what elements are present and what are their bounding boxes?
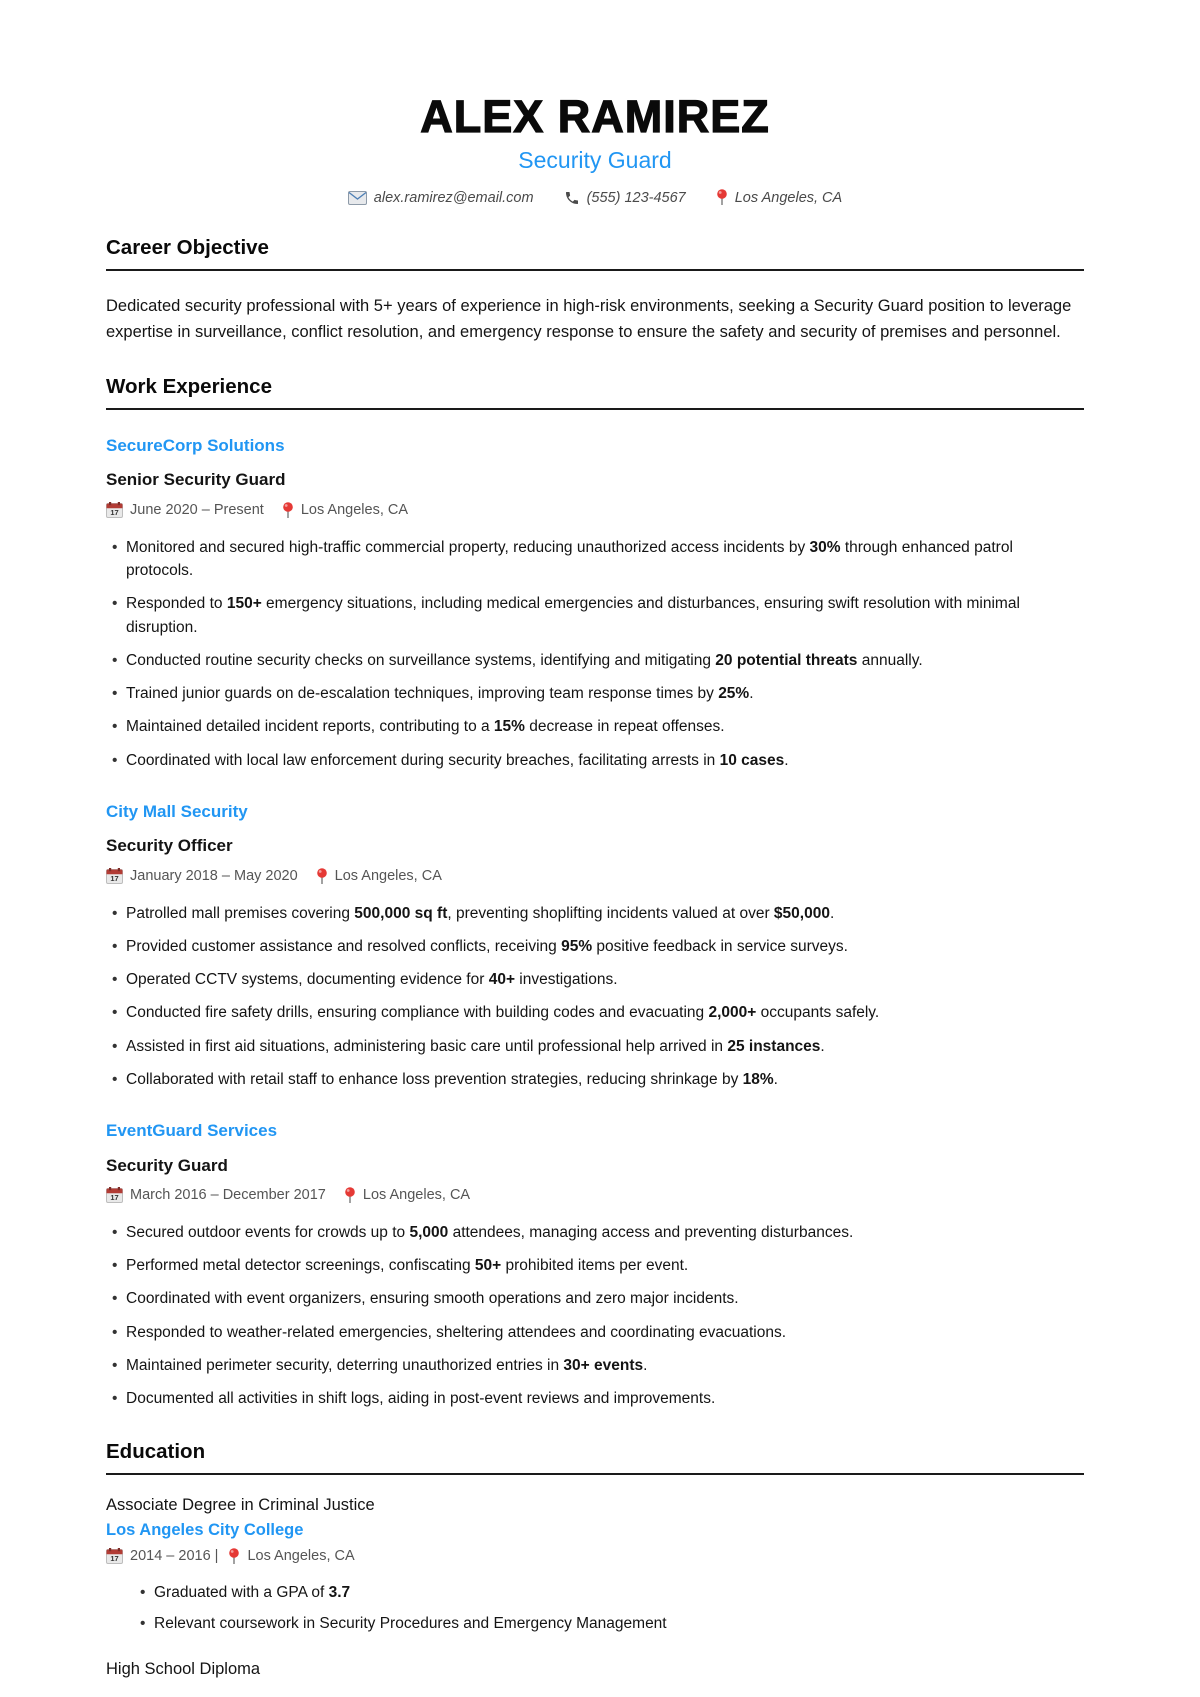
job-location-group xyxy=(282,502,408,519)
education-entry xyxy=(106,1659,1084,1680)
contact-location-text: Los Angeles, CA xyxy=(734,189,843,206)
red-pushpin-icon xyxy=(282,502,294,519)
section-divider xyxy=(106,408,1084,410)
edu-bullets xyxy=(106,1581,1084,1636)
job-dates-group xyxy=(106,502,264,518)
bullet-item: • Trained junior guards on de-escalation techniques, improving team response times by 25%. xyxy=(126,682,1084,705)
work-experience-heading: Work Experience xyxy=(106,375,272,399)
candidate-name: ALEX RAMIREZ xyxy=(420,91,770,142)
envelope-icon xyxy=(348,191,367,205)
job-location: Los Angeles, CA xyxy=(334,868,442,885)
edu-dates: 2014 – 2016 | xyxy=(130,1548,219,1565)
contact-email-text: alex.ramirez@email.com xyxy=(373,189,534,206)
section-divider xyxy=(106,269,1084,271)
bullet-item: • Secured outdoor events for crowds up to 5,000 attendees, managing access and preventing disturbances. xyxy=(126,1221,1084,1244)
section-education xyxy=(106,1440,1084,1680)
job-dates-group xyxy=(106,868,298,884)
bullet-item: • Assisted in first aid situations, administering basic care until professional help arrived in 25 instances. xyxy=(126,1035,1084,1058)
red-pushpin-icon xyxy=(316,868,328,885)
education-heading: Education xyxy=(106,1440,206,1464)
bullet-item: • Monitored and secured high-traffic commercial property, reducing unauthorized access incidents by 30% through enhanced patrol protocols. xyxy=(126,536,1084,583)
job-location-group xyxy=(316,868,442,885)
calendar-icon xyxy=(106,1187,123,1203)
bullet-item: • Provided customer assistance and resolved conflicts, receiving 95% positive feedback in service surveys. xyxy=(126,935,1084,958)
degree-name: High School Diploma xyxy=(106,1660,261,1679)
edu-dates-group xyxy=(106,1548,218,1564)
job-entry xyxy=(106,1121,1084,1410)
bullet-item: • Coordinated with local law enforcement during security breaches, facilitating arrests in 10 cases. xyxy=(126,749,1084,772)
career-objective-heading: Career Objective xyxy=(106,236,269,260)
calendar-icon xyxy=(106,502,123,518)
company-name: SecureCorp Solutions xyxy=(106,436,285,456)
bullet-item: • Responded to weather-related emergencies, sheltering attendees and coordinating evacuations. xyxy=(126,1321,1084,1344)
calendar-icon xyxy=(106,1548,123,1564)
contact-row xyxy=(106,189,1084,206)
job-entry xyxy=(106,802,1084,1091)
job-bullets xyxy=(106,902,1084,1092)
job-dates: June 2020 – Present xyxy=(130,502,264,519)
company-name: EventGuard Services xyxy=(106,1121,278,1141)
education-entry xyxy=(106,1495,1084,1635)
red-pushpin-icon xyxy=(716,189,728,206)
bullet-item: • Performed metal detector screenings, confiscating 50+ prohibited items per event. xyxy=(126,1254,1084,1277)
contact-email xyxy=(348,190,534,206)
degree-name: Associate Degree in Criminal Justice xyxy=(106,1496,375,1514)
bullet-item: • Relevant coursework in Security Procedures and Emergency Management xyxy=(154,1612,1084,1635)
job-meta xyxy=(106,868,1084,885)
bullet-item: • Conducted fire safety drills, ensuring compliance with building codes and evacuating 2,000+ occupants safely. xyxy=(126,1001,1084,1024)
jobs-container xyxy=(106,436,1084,1410)
job-bullets xyxy=(106,1221,1084,1411)
contact-phone xyxy=(564,190,686,206)
phone-receiver-icon xyxy=(564,190,580,206)
company-name: City Mall Security xyxy=(106,801,248,821)
career-objective-text: Dedicated security professional with 5+ years of experience in high-risk environments, seeking a Security Guard position to leverage expertise in surveillance, conflict resolution, and emergency response to ensure the safety and security of premises and personnel. xyxy=(106,296,1072,342)
bullet-item: • Collaborated with retail staff to enhance loss prevention strategies, reducing shrinkage by 18%. xyxy=(126,1068,1084,1091)
job-location: Los Angeles, CA xyxy=(300,502,409,519)
edu-location: Los Angeles, CA xyxy=(247,1548,355,1565)
section-career-objective xyxy=(106,236,1084,345)
job-meta xyxy=(106,1187,1084,1204)
bullet-item: • Conducted routine security checks on surveillance systems, identifying and mitigating 20 potential threats annually. xyxy=(126,649,1084,672)
section-work-experience xyxy=(106,375,1084,1410)
contact-phone-text: (555) 123-4567 xyxy=(586,189,686,206)
calendar-icon xyxy=(106,868,123,884)
red-pushpin-icon xyxy=(344,1187,356,1204)
school-name: Los Angeles City College xyxy=(106,1521,304,1540)
job-dates: January 2018 – May 2020 xyxy=(130,868,298,885)
bullet-item: • Operated CCTV systems, documenting evidence for 40+ investigations. xyxy=(126,968,1084,991)
job-dates: March 2016 – December 2017 xyxy=(130,1187,326,1204)
contact-location xyxy=(716,189,842,206)
job-meta xyxy=(106,502,1084,519)
red-pushpin-icon xyxy=(228,1548,240,1565)
candidate-job-title: Security Guard xyxy=(518,146,672,173)
calendar-day-number: 17 xyxy=(110,1554,119,1564)
calendar-day-number: 17 xyxy=(110,1193,119,1203)
job-location-group xyxy=(344,1187,470,1204)
bullet-item: • Maintained detailed incident reports, contributing to a 15% decrease in repeat offenses. xyxy=(126,715,1084,738)
bullet-item: • Responded to 150+ emergency situations, including medical emergencies and disturbances, ensuring swift resolution with minimal disruption. xyxy=(126,592,1084,639)
bullet-item: • Patrolled mall premises covering 500,000 sq ft, preventing shoplifting incidents valued at over $50,000. xyxy=(126,902,1084,925)
resume-header xyxy=(106,92,1084,206)
education-container xyxy=(106,1495,1084,1681)
job-entry xyxy=(106,436,1084,772)
calendar-day-number: 17 xyxy=(110,508,119,518)
bullet-item: • Graduated with a GPA of 3.7 xyxy=(154,1581,1084,1604)
bullet-item: • Documented all activities in shift logs, aiding in post-event reviews and improvements. xyxy=(126,1387,1084,1410)
edu-meta xyxy=(106,1548,1084,1565)
bullet-item: • Maintained perimeter security, deterring unauthorized entries in 30+ events. xyxy=(126,1354,1084,1377)
section-divider xyxy=(106,1473,1084,1475)
job-title: Senior Security Guard xyxy=(106,470,286,490)
job-dates-group xyxy=(106,1187,326,1203)
edu-location-group xyxy=(228,1548,354,1565)
job-location: Los Angeles, CA xyxy=(362,1187,471,1204)
bullet-item: • Coordinated with event organizers, ensuring smooth operations and zero major incidents. xyxy=(126,1287,1084,1310)
job-title: Security Guard xyxy=(106,1155,228,1175)
job-bullets xyxy=(106,536,1084,772)
job-title: Security Officer xyxy=(106,836,233,856)
calendar-day-number: 17 xyxy=(110,874,119,884)
